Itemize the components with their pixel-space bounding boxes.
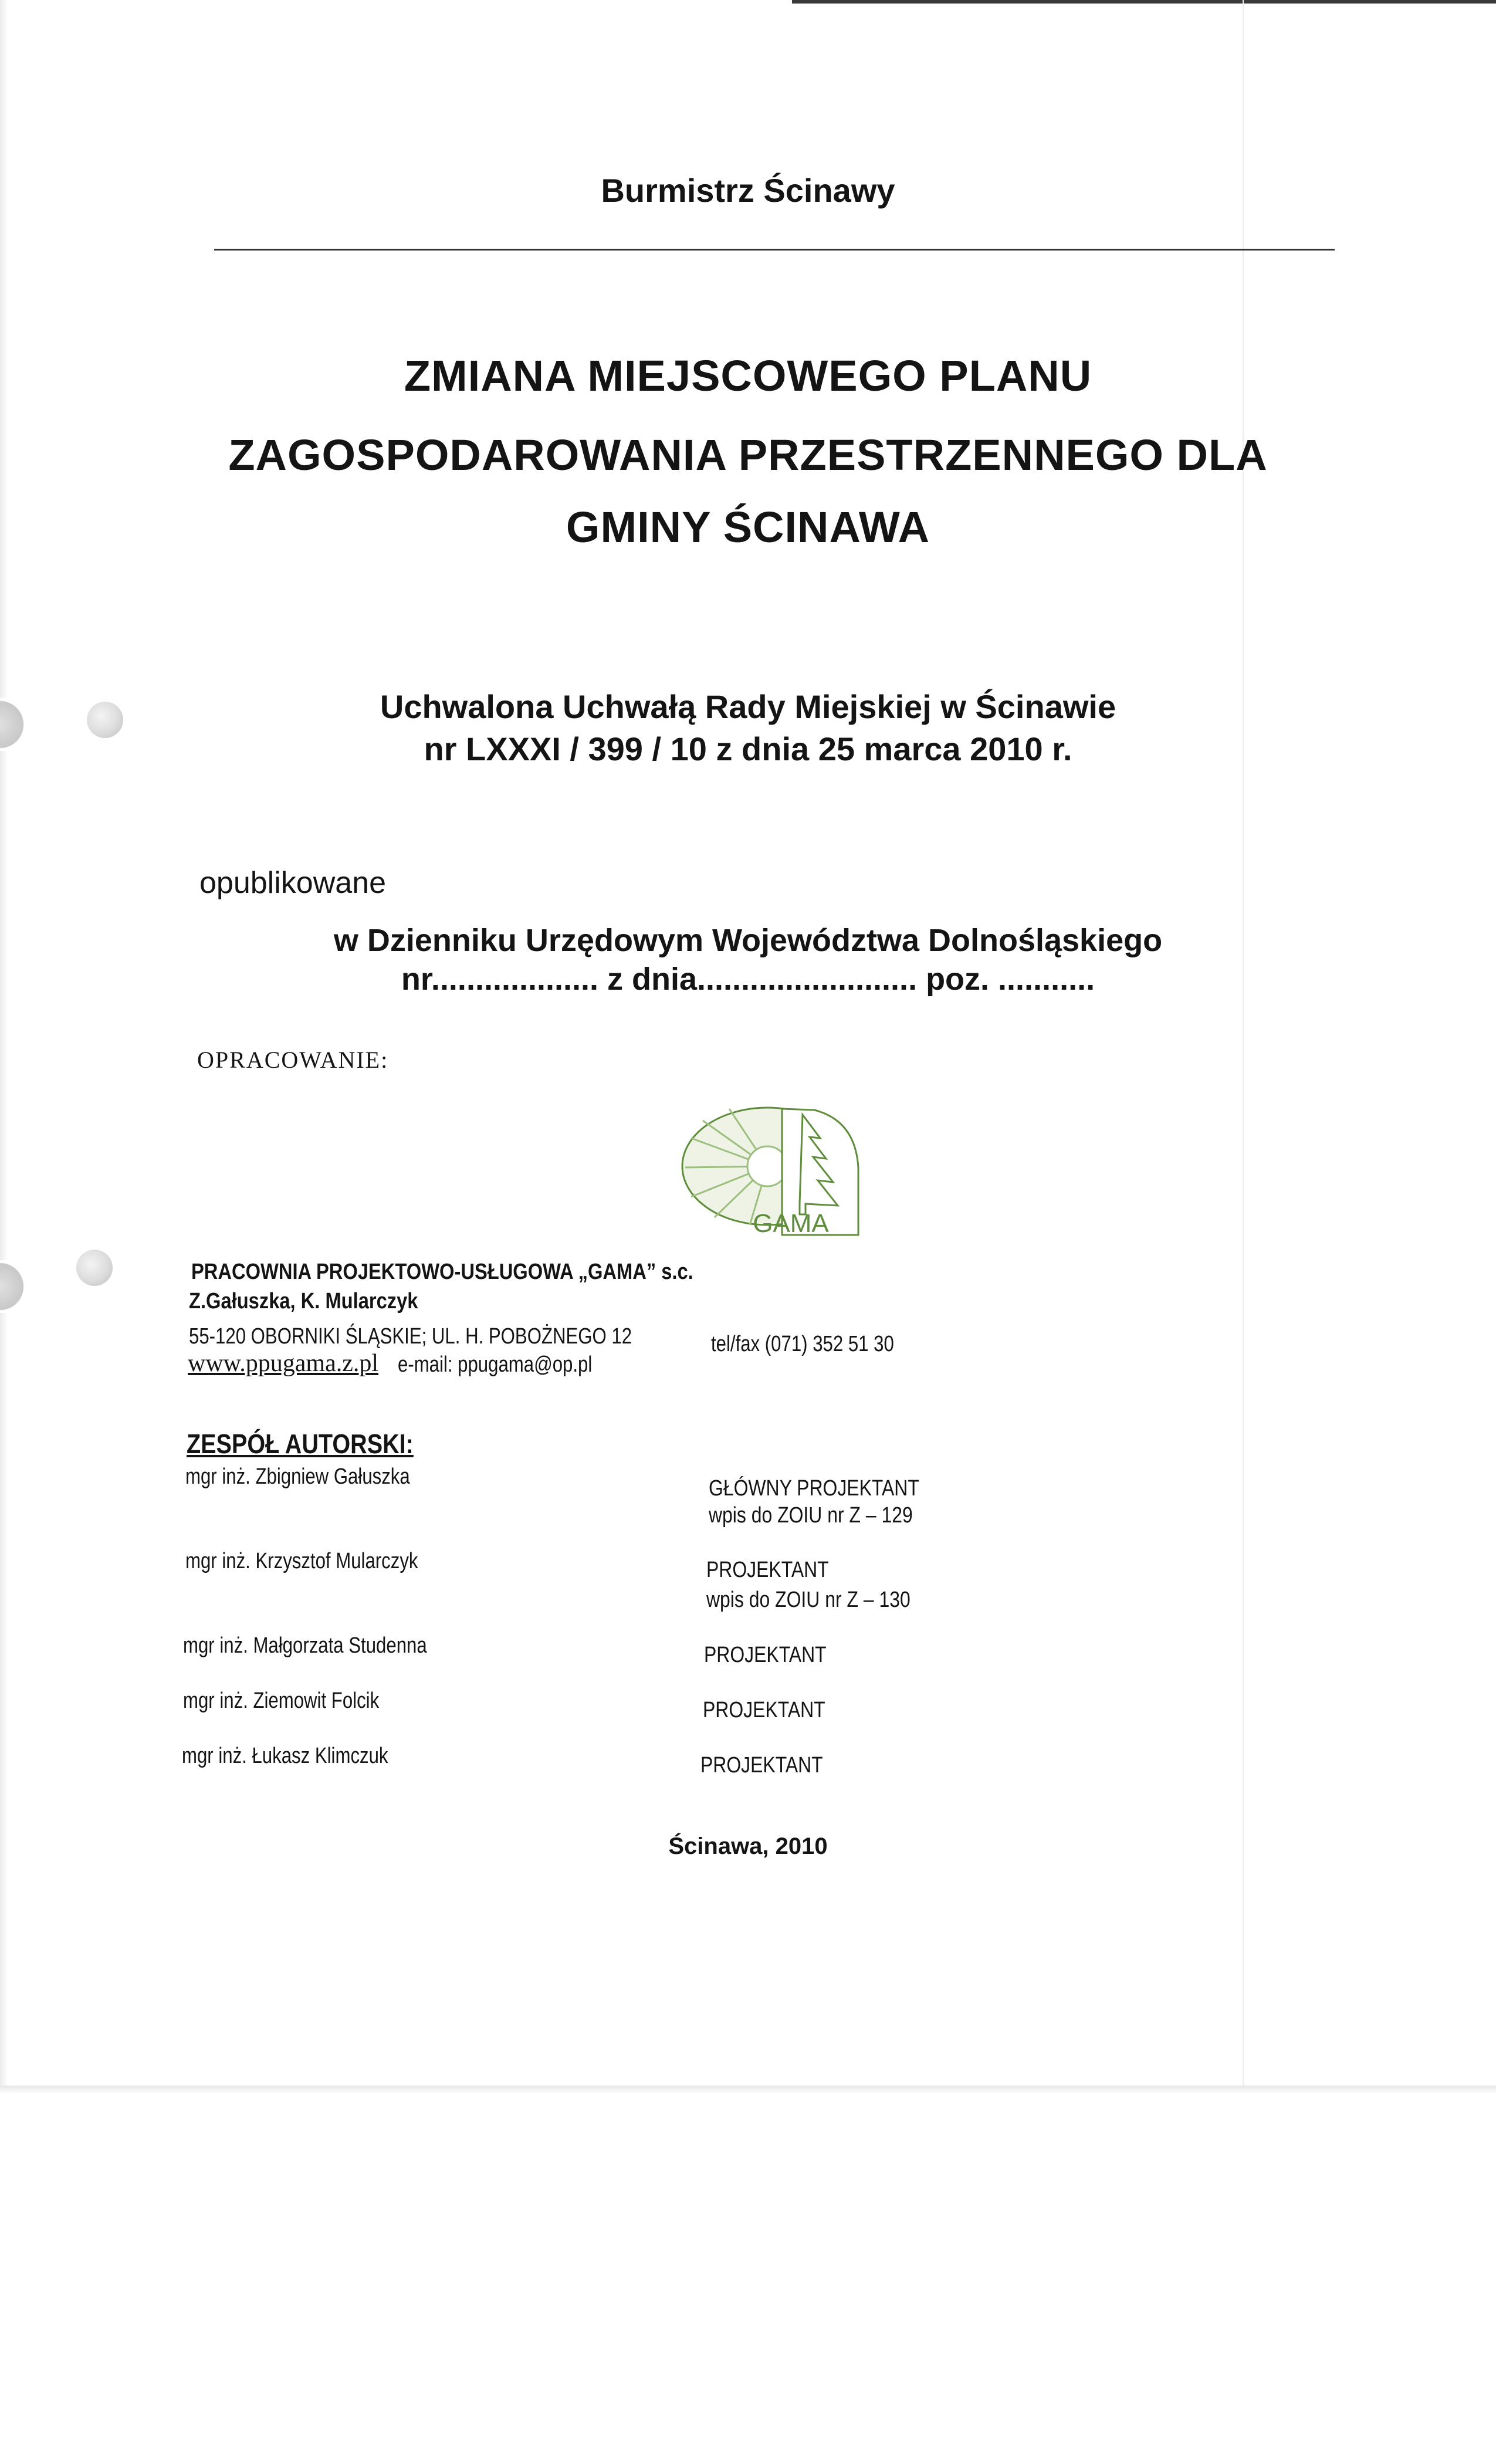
firm-phone: tel/fax (071) 352 51 30: [711, 1332, 894, 1356]
prepared-by-label: OPRACOWANIE:: [197, 1047, 389, 1073]
team-member-name: mgr inż. Łukasz Klimczuk: [182, 1744, 388, 1768]
scan-edge-left: [0, 0, 8, 2086]
team-member-name: mgr inż. Małgorzata Studenna: [183, 1633, 427, 1658]
issuing-authority: Burmistrz Ścinawy: [601, 172, 895, 209]
published-label: opublikowane: [199, 866, 387, 900]
scan-edge-bottom: [0, 2086, 1496, 2094]
firm-partners: Z.Gałuszka, K. Mularczyk: [189, 1289, 418, 1314]
team-member-role: PROJEKTANT: [700, 1753, 823, 1778]
title-line-2: ZAGOSPODAROWANIA PRZESTRZENNEGO DLA: [228, 431, 1268, 479]
team-member-name: mgr inż. Ziemowit Folcik: [183, 1688, 380, 1713]
team-heading: ZESPÓŁ AUTORSKI:: [187, 1429, 414, 1459]
firm-address: 55-120 OBORNIKI ŚLĄSKIE; UL. H. POBOŻNEGO 12: [189, 1324, 632, 1349]
team-member-license: wpis do ZOIU nr Z – 130: [706, 1588, 911, 1612]
logo-wordmark: GAMA: [753, 1209, 829, 1238]
punch-hole-icon: [76, 1250, 113, 1286]
place-and-date: Ścinawa, 2010: [668, 1833, 828, 1859]
team-member-name: mgr inż. Krzysztof Mularczyk: [185, 1549, 418, 1573]
team-member-license: wpis do ZOIU nr Z – 129: [709, 1503, 913, 1528]
title-line-1: ZMIANA MIEJSCOWEGO PLANU: [404, 351, 1092, 400]
team-member-role: GŁÓWNY PROJEKTANT: [709, 1476, 919, 1501]
firm-email: e-mail: ppugama@op.pl: [398, 1352, 593, 1377]
team-member-role: PROJEKTANT: [703, 1698, 825, 1722]
team-member-role: PROJEKTANT: [706, 1558, 829, 1582]
firm-website-link[interactable]: www.ppugama.z.pl: [188, 1350, 379, 1377]
paper-top-edge: [792, 0, 1496, 4]
punch-hole-edge-icon: [0, 1260, 28, 1313]
title-line-3: GMINY ŚCINAWA: [566, 503, 930, 551]
resolution-line-2: nr LXXXI / 399 / 10 z dnia 25 marca 2010 r.: [424, 730, 1072, 767]
firm-name: PRACOWNIA PROJEKTOWO-USŁUGOWA „GAMA” s.c.: [191, 1260, 693, 1284]
header-divider: [214, 249, 1335, 251]
gazette-line-1: w Dzienniku Urzędowym Województwa Dolnośląskiego: [333, 923, 1163, 958]
gazette-line-2: nr................... z dnia......................... poz. ...........: [401, 962, 1095, 997]
resolution-line-1: Uchwalona Uchwałą Rady Miejskiej w Ścinawie: [380, 688, 1116, 725]
team-member-role: PROJEKTANT: [704, 1643, 827, 1667]
team-member-name: mgr inż. Zbigniew Gałuszka: [185, 1464, 410, 1489]
gama-logo-icon: [679, 1103, 861, 1238]
paper-fold-line: [1243, 0, 1244, 2086]
